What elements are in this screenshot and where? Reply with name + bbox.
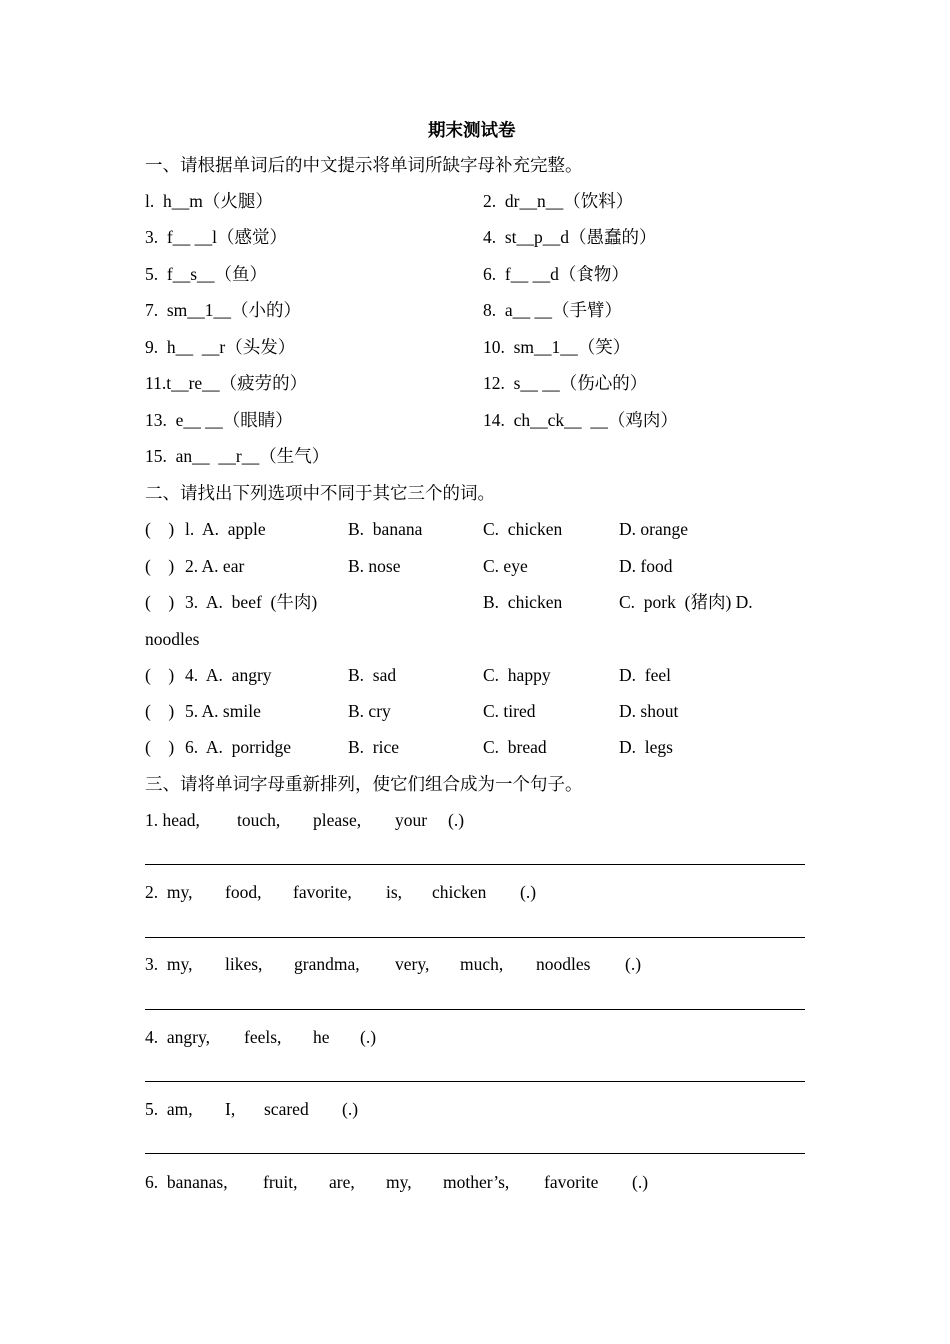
q4-answer-bracket[interactable]: ( ) bbox=[145, 665, 175, 685]
s3-q4-word: (.) bbox=[360, 1027, 377, 1047]
s3-q1-word: (.) bbox=[448, 810, 465, 830]
q4-option-d: D. feel bbox=[619, 665, 671, 685]
q5-answer-bracket[interactable]: ( ) bbox=[145, 701, 175, 721]
s3-q2-word: food, bbox=[225, 882, 262, 902]
s3-q2-answer-line[interactable] bbox=[145, 937, 805, 938]
s1-item-7: 7. sm__1__（小的） bbox=[145, 300, 302, 320]
s1-item-15: 15. an__ __r__（生气） bbox=[145, 446, 330, 466]
section3-heading: 三、请将单词字母重新排列，使它们组合成为一个句子。 bbox=[145, 774, 583, 794]
s3-q5-word: scared bbox=[264, 1099, 309, 1119]
s3-q6-word: 6. bananas, bbox=[145, 1172, 228, 1192]
s3-q5-word: (.) bbox=[342, 1099, 359, 1119]
s3-q3-word: (.) bbox=[625, 954, 642, 974]
q2-option-c: C. eye bbox=[483, 556, 528, 576]
q4-option-a: 4. A. angry bbox=[185, 665, 272, 685]
s3-q1-word: 1. head, bbox=[145, 810, 200, 830]
q2-option-d: D. food bbox=[619, 556, 673, 576]
q2-option-a: 2. A. ear bbox=[185, 556, 245, 576]
q5-option-d: D. shout bbox=[619, 701, 679, 721]
s1-item-2: 2. dr__n__（饮料） bbox=[483, 191, 634, 211]
q2-option-b: B. nose bbox=[348, 556, 401, 576]
s3-q2-word: chicken bbox=[432, 882, 487, 902]
q6-answer-bracket[interactable]: ( ) bbox=[145, 737, 175, 757]
s3-q5-word: 5. am, bbox=[145, 1099, 193, 1119]
s1-item-4: 4. st__p__d（愚蠢的） bbox=[483, 227, 657, 247]
s3-q1-word: touch, bbox=[237, 810, 281, 830]
q3-option-c: C. pork (猪肉) D. bbox=[619, 592, 753, 612]
s3-q6-word: fruit, bbox=[263, 1172, 298, 1192]
q1-option-c: C. chicken bbox=[483, 519, 563, 539]
q1-answer-bracket[interactable]: ( ) bbox=[145, 519, 175, 539]
q6-option-d: D. legs bbox=[619, 737, 673, 757]
s3-q3-answer-line[interactable] bbox=[145, 1009, 805, 1010]
s3-q5-answer-line[interactable] bbox=[145, 1153, 805, 1154]
q3-option-d: noodles bbox=[145, 629, 200, 649]
s3-q3-word: very, bbox=[395, 954, 430, 974]
s1-item-10: 10. sm__1__（笑） bbox=[483, 337, 631, 357]
q1-option-b: B. banana bbox=[348, 519, 423, 539]
s1-item-11: 11.t__re__（疲劳的） bbox=[145, 373, 308, 393]
s3-q3-word: noodles bbox=[536, 954, 591, 974]
s1-item-8: 8. a__ __（手臂） bbox=[483, 300, 623, 320]
s3-q6-word: (.) bbox=[632, 1172, 649, 1192]
s3-q1-word: your bbox=[395, 810, 428, 830]
s3-q5-word: I, bbox=[225, 1099, 236, 1119]
s3-q1-answer-line[interactable] bbox=[145, 864, 805, 865]
q5-option-b: B. cry bbox=[348, 701, 391, 721]
section2-heading: 二、请找出下列选项中不同于其它三个的词。 bbox=[145, 483, 495, 503]
q1-option-d: D. orange bbox=[619, 519, 689, 539]
q5-option-a: 5. A. smile bbox=[185, 701, 261, 721]
s3-q6-word: my, bbox=[386, 1172, 412, 1192]
s3-q2-word: favorite, bbox=[293, 882, 352, 902]
q1-option-a: l. A. apple bbox=[185, 519, 266, 539]
s3-q3-word: grandma, bbox=[294, 954, 360, 974]
q6-option-a: 6. A. porridge bbox=[185, 737, 291, 757]
s1-item-5: 5. f__s__（鱼） bbox=[145, 264, 268, 284]
s3-q4-word: feels, bbox=[244, 1027, 282, 1047]
s1-item-12: 12. s__ __（伤心的） bbox=[483, 373, 648, 393]
s1-item-6: 6. f__ __d（食物） bbox=[483, 264, 629, 284]
s3-q3-word: 3. my, bbox=[145, 954, 193, 974]
s3-q4-answer-line[interactable] bbox=[145, 1081, 805, 1082]
s3-q3-word: much, bbox=[460, 954, 504, 974]
q3-option-a: 3. A. beef (牛肉) bbox=[185, 592, 318, 612]
s3-q2-word: is, bbox=[386, 882, 403, 902]
page-title: 期末测试卷 bbox=[428, 120, 516, 140]
q5-option-c: C. tired bbox=[483, 701, 536, 721]
s3-q4-word: he bbox=[313, 1027, 330, 1047]
s1-item-9: 9. h__ __r（头发） bbox=[145, 337, 296, 357]
s3-q2-word: 2. my, bbox=[145, 882, 193, 902]
s3-q2-word: (.) bbox=[520, 882, 537, 902]
q4-option-b: B. sad bbox=[348, 665, 397, 685]
s3-q6-word: favorite bbox=[544, 1172, 599, 1192]
q6-option-c: C. bread bbox=[483, 737, 547, 757]
s1-item-14: 14. ch__ck__ __（鸡肉） bbox=[483, 410, 678, 430]
q2-answer-bracket[interactable]: ( ) bbox=[145, 556, 175, 576]
s3-q6-word: are, bbox=[329, 1172, 355, 1192]
q4-option-c: C. happy bbox=[483, 665, 551, 685]
section1-heading: 一、请根据单词后的中文提示将单词所缺字母补充完整。 bbox=[145, 155, 583, 175]
s3-q4-word: 4. angry, bbox=[145, 1027, 210, 1047]
s1-item-3: 3. f__ __l（感觉） bbox=[145, 227, 287, 247]
s3-q3-word: likes, bbox=[225, 954, 263, 974]
s3-q1-word: please, bbox=[313, 810, 362, 830]
q6-option-b: B. rice bbox=[348, 737, 400, 757]
s3-q6-word: mother’s, bbox=[443, 1172, 510, 1192]
s1-item-1: l. h__m（火腿） bbox=[145, 191, 273, 211]
q3-option-b: B. chicken bbox=[483, 592, 563, 612]
s1-item-13: 13. e__ __（眼睛） bbox=[145, 410, 293, 430]
q3-answer-bracket[interactable]: ( ) bbox=[145, 592, 175, 612]
